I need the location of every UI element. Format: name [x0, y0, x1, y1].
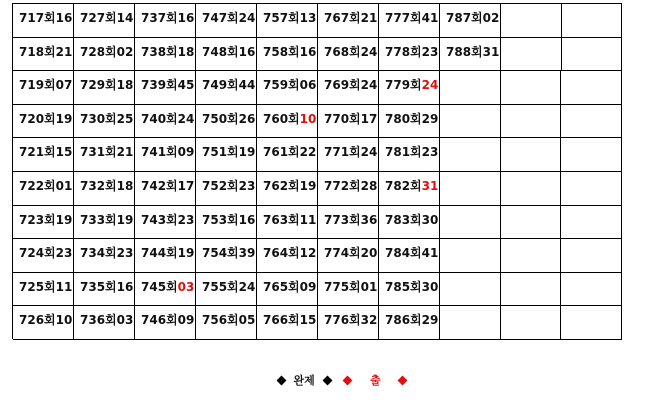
grid-row — [13, 138, 622, 172]
draw-number: 11 — [55, 279, 73, 294]
draw-number: 41 — [421, 11, 439, 25]
draw-round-label: 727회 — [80, 11, 117, 25]
draw-round-label: 774회 — [324, 246, 361, 261]
draw-number-grid — [12, 3, 622, 339]
draw-round-label: 743회 — [141, 212, 178, 227]
grid-cell — [440, 4, 501, 38]
grid-cell — [318, 138, 379, 172]
draw-number: 17 — [177, 178, 195, 193]
grid-cell — [13, 206, 74, 240]
draw-round-label: 761회 — [263, 145, 300, 160]
empty-grid-cell — [501, 71, 562, 105]
empty-grid-cell — [562, 4, 623, 38]
draw-number: 20 — [360, 246, 378, 261]
grid-cell — [318, 105, 379, 139]
draw-number: 19 — [238, 145, 256, 160]
grid-cell — [74, 38, 135, 72]
draw-number: 31 — [482, 44, 500, 59]
empty-grid-cell — [561, 206, 622, 240]
empty-grid-cell — [501, 306, 562, 340]
grid-row — [13, 239, 622, 273]
grid-cell — [379, 206, 440, 240]
grid-cell — [74, 206, 135, 240]
draw-round-label: 726회 — [19, 313, 56, 328]
grid-cell — [196, 273, 257, 307]
grid-cell — [13, 239, 74, 273]
grid-cell — [74, 105, 135, 139]
grid-cell — [379, 239, 440, 273]
grid-cell — [318, 273, 379, 307]
draw-round-label: 734회 — [80, 246, 117, 261]
draw-round-label: 756회 — [202, 313, 239, 328]
draw-number: 11 — [299, 212, 317, 227]
draw-number: 24 — [421, 78, 439, 93]
draw-round-label: 762회 — [263, 178, 300, 193]
draw-number: 07 — [55, 78, 73, 93]
empty-grid-cell — [562, 38, 623, 72]
empty-grid-cell — [561, 172, 622, 206]
grid-cell — [135, 4, 196, 38]
draw-number: 19 — [55, 111, 73, 126]
draw-number: 09 — [177, 145, 195, 160]
draw-number: 02 — [116, 44, 134, 59]
grid-cell — [196, 239, 257, 273]
draw-round-label: 746회 — [141, 313, 178, 328]
draw-number: 23 — [421, 145, 439, 160]
draw-number: 18 — [177, 44, 195, 59]
empty-grid-cell — [440, 306, 501, 340]
grid-cell — [379, 172, 440, 206]
draw-round-label: 721회 — [19, 145, 56, 160]
grid-cell — [135, 273, 196, 307]
draw-number: 16 — [177, 11, 195, 25]
grid-cell — [74, 4, 135, 38]
grid-row — [13, 172, 622, 206]
empty-grid-cell — [501, 105, 562, 139]
grid-cell — [440, 38, 501, 72]
empty-grid-cell — [440, 206, 501, 240]
draw-round-label: 733회 — [80, 212, 117, 227]
empty-grid-cell — [561, 239, 622, 273]
draw-round-label: 788회 — [446, 44, 483, 59]
draw-round-label: 720회 — [19, 111, 56, 126]
draw-number: 16 — [238, 212, 256, 227]
draw-round-label: 776회 — [324, 313, 361, 328]
empty-grid-cell — [501, 172, 562, 206]
empty-grid-cell — [501, 4, 562, 38]
draw-number: 18 — [116, 178, 134, 193]
grid-cell — [13, 38, 74, 72]
grid-cell — [318, 306, 379, 340]
grid-cell — [318, 4, 379, 38]
grid-row — [13, 105, 622, 139]
empty-grid-cell — [561, 105, 622, 139]
grid-cell — [196, 138, 257, 172]
grid-cell — [135, 206, 196, 240]
draw-round-label: 753회 — [202, 212, 239, 227]
draw-round-label: 769회 — [324, 78, 361, 93]
draw-number: 24 — [360, 78, 378, 93]
draw-number: 19 — [55, 212, 73, 227]
draw-round-label: 758회 — [263, 44, 300, 59]
draw-round-label: 767회 — [324, 11, 361, 25]
empty-grid-cell — [501, 38, 562, 72]
grid-row — [13, 206, 622, 240]
draw-number: 23 — [238, 178, 256, 193]
draw-number: 15 — [299, 313, 317, 328]
grid-row — [13, 273, 622, 307]
draw-round-label: 731회 — [80, 145, 117, 160]
empty-grid-cell — [561, 138, 622, 172]
empty-grid-cell — [501, 239, 562, 273]
draw-number: 17 — [360, 111, 378, 126]
draw-round-label: 748회 — [202, 44, 239, 59]
grid-cell — [135, 306, 196, 340]
draw-round-label: 724회 — [19, 246, 56, 261]
legend-draw-text: 출 — [370, 374, 381, 387]
empty-grid-cell — [440, 172, 501, 206]
grid-cell — [135, 71, 196, 105]
grid-row — [13, 4, 622, 38]
black-diamond-icon — [276, 375, 286, 385]
empty-grid-cell — [501, 206, 562, 240]
draw-round-label: 752회 — [202, 178, 239, 193]
draw-number: 03 — [177, 279, 195, 294]
grid-cell — [74, 138, 135, 172]
draw-number: 28 — [360, 178, 378, 193]
draw-number: 16 — [55, 11, 73, 25]
draw-round-label: 782회 — [385, 178, 422, 193]
draw-number: 15 — [55, 145, 73, 160]
draw-number: 13 — [299, 11, 317, 25]
draw-round-label: 718회 — [19, 44, 56, 59]
draw-round-label: 766회 — [263, 313, 300, 328]
grid-cell — [379, 105, 440, 139]
grid-cell — [379, 273, 440, 307]
grid-cell — [257, 71, 318, 105]
draw-number: 14 — [116, 11, 134, 25]
draw-round-label: 725회 — [19, 279, 56, 294]
draw-number: 10 — [55, 313, 73, 328]
grid-cell — [379, 38, 440, 72]
draw-round-label: 768회 — [324, 44, 361, 59]
draw-round-label: 770회 — [324, 111, 361, 126]
draw-round-label: 728회 — [80, 44, 117, 59]
draw-number: 45 — [177, 78, 195, 93]
draw-number: 19 — [177, 246, 195, 261]
draw-number: 41 — [421, 246, 439, 261]
draw-round-label: 785회 — [385, 279, 422, 294]
draw-round-label: 765회 — [263, 279, 300, 294]
red-diamond-icon — [343, 375, 353, 385]
draw-number: 29 — [421, 313, 439, 328]
draw-number: 21 — [55, 44, 73, 59]
draw-round-label: 741회 — [141, 145, 178, 160]
draw-number: 05 — [238, 313, 256, 328]
draw-round-label: 773회 — [324, 212, 361, 227]
draw-round-label: 751회 — [202, 145, 239, 160]
draw-round-label: 739회 — [141, 78, 178, 93]
draw-number: 19 — [299, 178, 317, 193]
grid-cell — [379, 306, 440, 340]
draw-number: 31 — [421, 178, 439, 193]
grid-cell — [257, 38, 318, 72]
draw-number: 30 — [421, 279, 439, 294]
draw-number: 24 — [360, 145, 378, 160]
draw-number: 44 — [238, 78, 256, 93]
grid-cell — [379, 4, 440, 38]
draw-round-label: 764회 — [263, 246, 300, 261]
draw-round-label: 778회 — [385, 44, 422, 59]
draw-round-label: 787회 — [446, 11, 483, 25]
draw-round-label: 745회 — [141, 279, 178, 294]
grid-cell — [135, 105, 196, 139]
draw-round-label: 786회 — [385, 313, 422, 328]
grid-cell — [257, 4, 318, 38]
draw-number: 24 — [238, 11, 256, 25]
grid-cell — [257, 273, 318, 307]
grid-cell — [318, 71, 379, 105]
grid-cell — [196, 206, 257, 240]
grid-cell — [13, 71, 74, 105]
legend-complete-text: 완제 — [293, 374, 315, 387]
draw-number: 01 — [55, 178, 73, 193]
grid-cell — [257, 172, 318, 206]
empty-grid-cell — [501, 138, 562, 172]
grid-cell — [257, 239, 318, 273]
draw-round-label: 719회 — [19, 78, 56, 93]
grid-cell — [196, 172, 257, 206]
draw-number: 24 — [360, 44, 378, 59]
grid-cell — [257, 306, 318, 340]
grid-cell — [13, 306, 74, 340]
grid-cell — [196, 105, 257, 139]
draw-round-label: 742회 — [141, 178, 178, 193]
grid-cell — [257, 138, 318, 172]
draw-round-label: 750회 — [202, 111, 239, 126]
draw-number: 24 — [177, 111, 195, 126]
grid-cell — [318, 206, 379, 240]
draw-number: 12 — [299, 246, 317, 261]
grid-cell — [135, 138, 196, 172]
grid-cell — [379, 138, 440, 172]
draw-round-label: 757회 — [263, 11, 300, 25]
grid-cell — [318, 172, 379, 206]
draw-round-label: 737회 — [141, 11, 178, 25]
draw-number: 39 — [238, 246, 256, 261]
grid-cell — [196, 38, 257, 72]
red-diamond-icon — [398, 375, 408, 385]
grid-cell — [13, 4, 74, 38]
grid-row — [13, 38, 622, 72]
draw-number: 22 — [299, 145, 317, 160]
draw-round-label: 781회 — [385, 145, 422, 160]
draw-round-label: 777회 — [385, 11, 422, 25]
grid-cell — [74, 306, 135, 340]
draw-round-label: 759회 — [263, 78, 300, 93]
grid-cell — [257, 206, 318, 240]
grid-cell — [74, 71, 135, 105]
draw-round-label: 717회 — [19, 11, 56, 25]
draw-number: 29 — [421, 111, 439, 126]
draw-number: 23 — [421, 44, 439, 59]
grid-cell — [74, 273, 135, 307]
draw-round-label: 723회 — [19, 212, 56, 227]
draw-round-label: 729회 — [80, 78, 117, 93]
empty-grid-cell — [501, 273, 562, 307]
draw-number: 10 — [299, 111, 317, 126]
draw-number: 25 — [116, 111, 134, 126]
draw-number: 09 — [177, 313, 195, 328]
draw-round-label: 740회 — [141, 111, 178, 126]
grid-row — [13, 306, 622, 340]
grid-cell — [257, 105, 318, 139]
draw-round-label: 775회 — [324, 279, 361, 294]
draw-number: 09 — [299, 279, 317, 294]
draw-round-label: 771회 — [324, 145, 361, 160]
draw-round-label: 730회 — [80, 111, 117, 126]
empty-grid-cell — [561, 306, 622, 340]
draw-number: 36 — [360, 212, 378, 227]
draw-round-label: 754회 — [202, 246, 239, 261]
draw-number: 02 — [482, 11, 500, 25]
draw-round-label: 755회 — [202, 279, 239, 294]
draw-round-label: 763회 — [263, 212, 300, 227]
draw-number: 16 — [299, 44, 317, 59]
draw-number: 01 — [360, 279, 378, 294]
draw-round-label: 735회 — [80, 279, 117, 294]
draw-number: 26 — [238, 111, 256, 126]
grid-cell — [196, 4, 257, 38]
grid-cell — [135, 38, 196, 72]
black-diamond-icon — [322, 375, 332, 385]
draw-number: 32 — [360, 313, 378, 328]
empty-grid-cell — [561, 273, 622, 307]
grid-cell — [13, 273, 74, 307]
draw-number: 21 — [116, 145, 134, 160]
grid-row — [13, 71, 622, 105]
draw-round-label: 760회 — [263, 111, 300, 126]
draw-number: 23 — [116, 246, 134, 261]
grid-cell — [13, 105, 74, 139]
empty-grid-cell — [440, 138, 501, 172]
grid-cell — [74, 172, 135, 206]
draw-round-label: 783회 — [385, 212, 422, 227]
legend — [0, 372, 648, 388]
grid-cell — [379, 71, 440, 105]
draw-round-label: 744회 — [141, 246, 178, 261]
draw-number: 16 — [116, 279, 134, 294]
draw-number: 06 — [299, 78, 317, 93]
draw-round-label: 736회 — [80, 313, 117, 328]
draw-round-label: 779회 — [385, 78, 422, 93]
grid-cell — [135, 239, 196, 273]
draw-round-label: 747회 — [202, 11, 239, 25]
grid-cell — [196, 71, 257, 105]
draw-round-label: 738회 — [141, 44, 178, 59]
grid-cell — [318, 38, 379, 72]
grid-cell — [74, 239, 135, 273]
draw-number: 23 — [177, 212, 195, 227]
draw-number: 30 — [421, 212, 439, 227]
draw-number: 24 — [238, 279, 256, 294]
empty-grid-cell — [561, 71, 622, 105]
draw-number: 21 — [360, 11, 378, 25]
grid-cell — [318, 239, 379, 273]
draw-number: 03 — [116, 313, 134, 328]
draw-round-label: 772회 — [324, 178, 361, 193]
draw-round-label: 732회 — [80, 178, 117, 193]
grid-cell — [135, 172, 196, 206]
empty-grid-cell — [440, 273, 501, 307]
draw-number: 19 — [116, 212, 134, 227]
grid-cell — [13, 138, 74, 172]
draw-round-label: 722회 — [19, 178, 56, 193]
grid-cell — [13, 172, 74, 206]
draw-number: 18 — [116, 78, 134, 93]
empty-grid-cell — [440, 71, 501, 105]
draw-number: 16 — [238, 44, 256, 59]
draw-round-label: 784회 — [385, 246, 422, 261]
draw-round-label: 749회 — [202, 78, 239, 93]
empty-grid-cell — [440, 105, 501, 139]
draw-number: 23 — [55, 246, 73, 261]
empty-grid-cell — [440, 239, 501, 273]
grid-cell — [196, 306, 257, 340]
draw-round-label: 780회 — [385, 111, 422, 126]
